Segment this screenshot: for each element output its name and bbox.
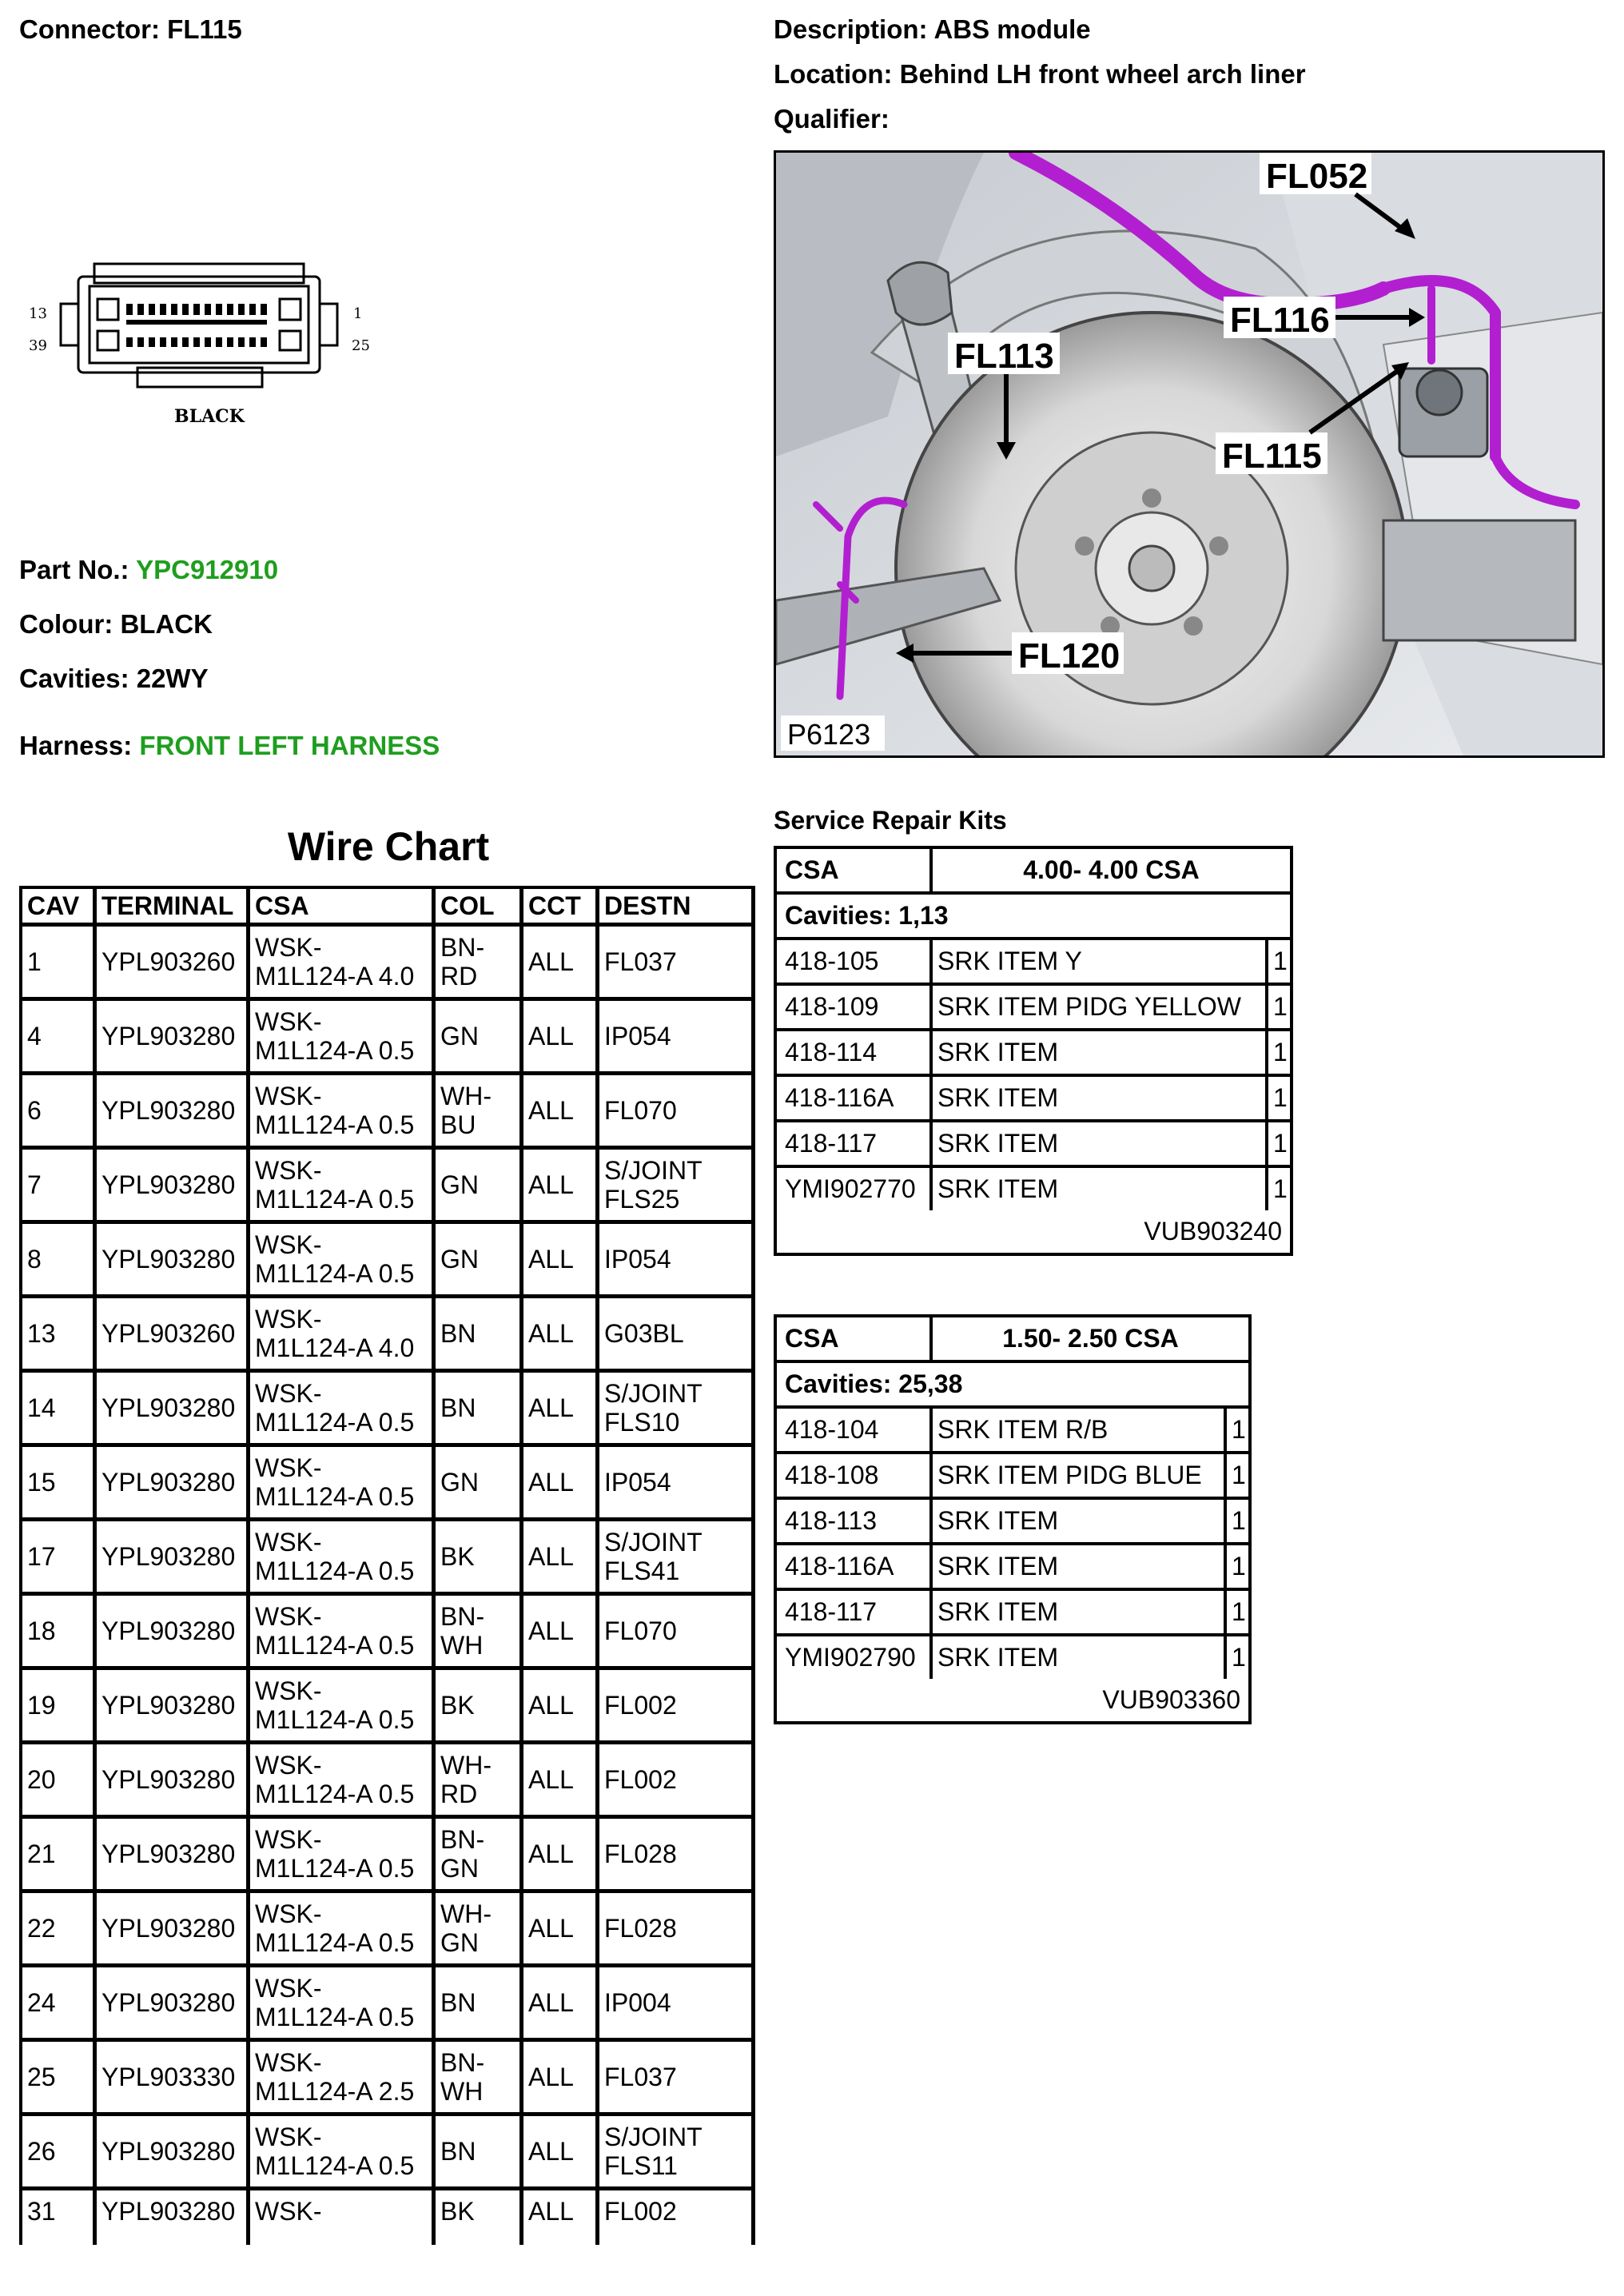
kit-item-part: 418-108	[777, 1454, 933, 1497]
cell-cav: 25	[22, 2042, 97, 2116]
kit-csa-label: CSA	[777, 1317, 933, 1360]
kit-item-part: 418-117	[777, 1122, 933, 1165]
kit-item-qty: 1	[1273, 1083, 1288, 1112]
cell-col: GN	[436, 1447, 523, 1521]
cell-destn: FL070	[599, 1596, 755, 1670]
cell-destn: FL070	[599, 1075, 755, 1150]
cell-cct: ALL	[523, 1447, 599, 1521]
cell-csa: WSK- M1L124-A 2.5	[250, 2042, 436, 2116]
cell-destn: FL002	[599, 1744, 755, 1819]
kit-item-row	[777, 1591, 1248, 1636]
part-number	[19, 555, 278, 585]
cell-cct: ALL	[523, 927, 599, 1001]
cell-col: BN- RD	[436, 927, 523, 1001]
cell-cct: ALL	[523, 1819, 599, 1893]
table-row	[22, 1150, 755, 1224]
header-terminal: TERMINAL	[97, 889, 250, 927]
wire-chart-title: Wire Chart	[287, 824, 490, 869]
cell-cav: 18	[22, 1596, 97, 1670]
cell-cct: ALL	[523, 1224, 599, 1298]
cell-cav: 22	[22, 1893, 97, 1967]
harness-value: FRONT LEFT HARNESS	[139, 731, 440, 760]
cell-col: GN	[436, 1224, 523, 1298]
kit-item-qty: 1	[1273, 992, 1288, 1021]
cell-terminal: YPL903280	[97, 1819, 250, 1893]
kit-item-qty: 1	[1232, 1552, 1246, 1580]
kit-csa-label: CSA	[777, 849, 933, 891]
kit-item-description: SRK ITEM R/B	[933, 1409, 1227, 1451]
kit-item-part: 418-116A	[777, 1545, 933, 1588]
callout-fl120: FL120	[1018, 636, 1120, 676]
cell-destn: FL002	[599, 1670, 755, 1744]
cell-terminal: YPL903280	[97, 1967, 250, 2042]
cell-destn: FL037	[599, 2042, 755, 2116]
kit-item-row	[777, 1031, 1290, 1077]
cell-destn: FL037	[599, 927, 755, 1001]
cell-csa: WSK- M1L124-A 0.5	[250, 1670, 436, 1744]
cell-csa: WSK- M1L124-A 0.5	[250, 1224, 436, 1298]
cell-csa: WSK- M1L124-A 0.5	[250, 1893, 436, 1967]
connector-colour-caption: BLACK	[174, 406, 245, 427]
cell-cav: 8	[22, 1224, 97, 1298]
cell-col: WH- BU	[436, 1075, 523, 1150]
cell-terminal: YPL903280	[97, 1596, 250, 1670]
cell-cav: 6	[22, 1075, 97, 1150]
kit-footer-row	[777, 1679, 1248, 1721]
repair-kit-1	[774, 846, 1293, 1256]
table-row	[22, 1224, 755, 1298]
pin-13-label: 13	[29, 305, 47, 322]
cell-destn: FL028	[599, 1893, 755, 1967]
cell-destn: IP054	[599, 1001, 755, 1075]
table-row	[22, 1596, 755, 1670]
cell-col: BN- WH	[436, 2042, 523, 2116]
cell-cav: 21	[22, 1819, 97, 1893]
cell-col: WH- GN	[436, 1893, 523, 1967]
kit-item-description: SRK ITEM	[933, 1031, 1268, 1074]
cell-cct: ALL	[523, 1521, 599, 1596]
cell-cav: 1	[22, 927, 97, 1001]
header-cav: CAV	[22, 889, 97, 927]
cell-csa: WSK- M1L124-A 0.5	[250, 1744, 436, 1819]
callout-fl113: FL113	[954, 337, 1054, 376]
harness	[19, 731, 440, 761]
kit-item-qty: 1	[1273, 1038, 1288, 1066]
cell-csa: WSK- M1L124-A 0.5	[250, 1521, 436, 1596]
header-cct: CCT	[523, 889, 599, 927]
kit-cavities: Cavities: 25,38	[785, 1369, 963, 1398]
kit-item-qty: 1	[1232, 1461, 1246, 1489]
cell-csa: WSK- M1L124-A 4.0	[250, 927, 436, 1001]
pin-39-label: 39	[29, 337, 47, 354]
cell-destn: S/JOINT FLS25	[599, 1150, 755, 1224]
kit-header-row	[777, 849, 1290, 895]
kit-item-description: SRK ITEM	[933, 1591, 1227, 1633]
kit-cavities-row	[777, 895, 1290, 940]
kit-item-description: SRK ITEM	[933, 1500, 1227, 1542]
cell-destn: S/JOINT FLS10	[599, 1373, 755, 1447]
cell-destn: FL002	[599, 2190, 755, 2245]
cell-col: GN	[436, 1150, 523, 1224]
kit-csa-value: 1.50- 2.50 CSA	[1002, 1324, 1179, 1353]
callout-fl052: FL052	[1266, 157, 1368, 196]
cell-terminal: YPL903280	[97, 2116, 250, 2190]
cell-cct: ALL	[523, 1075, 599, 1150]
cell-terminal: YPL903280	[97, 1224, 250, 1298]
table-row	[22, 2190, 755, 2245]
colour-label: Colour: BLACK	[19, 609, 213, 639]
kit-item-row	[777, 1409, 1248, 1454]
table-row	[22, 1521, 755, 1596]
cell-terminal: YPL903330	[97, 2042, 250, 2116]
cell-col: BK	[436, 1670, 523, 1744]
cell-cct: ALL	[523, 2042, 599, 2116]
kit-item-row	[777, 1454, 1248, 1500]
cell-cct: ALL	[523, 1893, 599, 1967]
kit-item-part: 418-114	[777, 1031, 933, 1074]
table-row	[22, 1744, 755, 1819]
kit-item-qty: 1	[1273, 947, 1288, 975]
kit-header-row	[777, 1317, 1248, 1363]
picture-ref: P6123	[787, 718, 871, 751]
cell-csa: WSK- M1L124-A 0.5	[250, 1596, 436, 1670]
kit-item-description: SRK ITEM	[933, 1168, 1268, 1210]
kit-item-part: 418-104	[777, 1409, 933, 1451]
cell-col: BN	[436, 2116, 523, 2190]
kit-part-number: VUB903240	[1144, 1217, 1282, 1246]
part-number-value: YPC912910	[136, 555, 279, 584]
kit-item-description: SRK ITEM	[933, 1545, 1227, 1588]
cell-col: BN	[436, 1967, 523, 2042]
kit-footer-row	[777, 1210, 1290, 1253]
cell-csa: WSK- M1L124-A 0.5	[250, 1373, 436, 1447]
cell-col: GN	[436, 1001, 523, 1075]
cell-terminal: YPL903280	[97, 1150, 250, 1224]
kit-item-part: YMI902770	[777, 1168, 933, 1210]
cell-destn: IP054	[599, 1224, 755, 1298]
cell-cct: ALL	[523, 1744, 599, 1819]
cell-cct: ALL	[523, 1001, 599, 1075]
kit-item-qty: 1	[1273, 1174, 1288, 1203]
cell-csa: WSK- M1L124-A 0.5	[250, 1447, 436, 1521]
kit-item-part: 418-113	[777, 1500, 933, 1542]
kit-item-qty: 1	[1232, 1415, 1246, 1444]
table-row	[22, 1819, 755, 1893]
cell-csa: WSK- M1L124-A 0.5	[250, 1967, 436, 2042]
cell-terminal: YPL903280	[97, 2190, 250, 2245]
cell-cct: ALL	[523, 1298, 599, 1373]
cavities-label: Cavities: 22WY	[19, 664, 209, 693]
cell-col: WH- RD	[436, 1744, 523, 1819]
description-label: Description: ABS module	[774, 14, 1091, 44]
cell-terminal: YPL903280	[97, 1744, 250, 1819]
cell-col: BN- WH	[436, 1596, 523, 1670]
callout-fl116: FL116	[1230, 301, 1330, 340]
kit-item-description: SRK ITEM	[933, 1122, 1268, 1165]
qualifier-label: Qualifier:	[774, 104, 890, 134]
cell-destn: IP004	[599, 1967, 755, 2042]
table-row	[22, 1298, 755, 1373]
cell-col: BN	[436, 1298, 523, 1373]
kit-item-qty: 1	[1232, 1643, 1246, 1672]
connector-label: Connector: FL115	[19, 14, 242, 44]
cell-terminal: YPL903260	[97, 927, 250, 1001]
table-row	[22, 1001, 755, 1075]
cell-terminal: YPL903280	[97, 1447, 250, 1521]
kit-item-qty: 1	[1273, 1129, 1288, 1158]
table-row	[22, 1075, 755, 1150]
cell-cav: 15	[22, 1447, 97, 1521]
cell-terminal: YPL903280	[97, 1670, 250, 1744]
cell-col: BK	[436, 2190, 523, 2245]
kit-cavities-row	[777, 1363, 1248, 1409]
cell-cct: ALL	[523, 2190, 599, 2245]
kit-item-description: SRK ITEM PIDG YELLOW	[933, 986, 1268, 1028]
table-row	[22, 1373, 755, 1447]
kit-csa-value: 4.00- 4.00 CSA	[1023, 855, 1200, 884]
kit-item-description: SRK ITEM Y	[933, 940, 1268, 983]
kit-item-row	[777, 986, 1290, 1031]
cell-csa: WSK- M1L124-A 0.5	[250, 1150, 436, 1224]
repair-kit-2	[774, 1314, 1252, 1724]
cell-destn: G03BL	[599, 1298, 755, 1373]
cell-cav: 13	[22, 1298, 97, 1373]
header-destn: DESTN	[599, 889, 755, 927]
cell-terminal: YPL903280	[97, 1075, 250, 1150]
kit-item-part: 418-116A	[777, 1077, 933, 1119]
cell-destn: S/JOINT FLS41	[599, 1521, 755, 1596]
cell-cct: ALL	[523, 1150, 599, 1224]
location-label: Location: Behind LH front wheel arch liner	[774, 59, 1306, 89]
cell-terminal: YPL903260	[97, 1298, 250, 1373]
cell-cct: ALL	[523, 1373, 599, 1447]
cell-terminal: YPL903280	[97, 1001, 250, 1075]
cell-col: BN	[436, 1373, 523, 1447]
cell-cav: 24	[22, 1967, 97, 2042]
cell-csa: WSK- M1L124-A 0.5	[250, 1075, 436, 1150]
harness-label: Harness:	[19, 731, 133, 760]
cell-cav: 17	[22, 1521, 97, 1596]
service-repair-kits-heading: Service Repair Kits	[774, 806, 1007, 835]
kit-item-description: SRK ITEM	[933, 1636, 1227, 1679]
kit-item-part: YMI902790	[777, 1636, 933, 1679]
wire-chart-header	[22, 889, 755, 927]
table-row	[22, 927, 755, 1001]
cell-cav: 14	[22, 1373, 97, 1447]
table-row	[22, 1893, 755, 1967]
kit-item-description: SRK ITEM	[933, 1077, 1268, 1119]
connector-diagram	[24, 248, 392, 432]
kit-item-row	[777, 1636, 1248, 1679]
kit-item-qty: 1	[1232, 1506, 1246, 1535]
table-row	[22, 1967, 755, 2042]
kit-item-part: 418-117	[777, 1591, 933, 1633]
cell-destn: IP054	[599, 1447, 755, 1521]
cell-terminal: YPL903280	[97, 1373, 250, 1447]
kit-item-row	[777, 1077, 1290, 1122]
kit-item-row	[777, 940, 1290, 986]
callout-fl115: FL115	[1222, 436, 1322, 476]
header-col: COL	[436, 889, 523, 927]
kit-item-row	[777, 1122, 1290, 1168]
cell-cct: ALL	[523, 1670, 599, 1744]
cell-csa: WSK-	[250, 2190, 436, 2245]
kit-part-number: VUB903360	[1102, 1685, 1240, 1714]
pin-1-label: 1	[353, 305, 363, 322]
kit-item-part: 418-105	[777, 940, 933, 983]
table-row	[22, 2116, 755, 2190]
kit-item-row	[777, 1500, 1248, 1545]
cell-cav: 4	[22, 1001, 97, 1075]
cell-cct: ALL	[523, 2116, 599, 2190]
kit-item-qty: 1	[1232, 1597, 1246, 1626]
cell-csa: WSK- M1L124-A 0.5	[250, 1001, 436, 1075]
cell-cav: 31	[22, 2190, 97, 2245]
cell-cav: 19	[22, 1670, 97, 1744]
wire-chart-table	[19, 886, 755, 2245]
pin-25-label: 25	[352, 337, 370, 354]
part-number-label: Part No.:	[19, 555, 129, 584]
cell-destn: S/JOINT FLS11	[599, 2116, 755, 2190]
table-row	[22, 1670, 755, 1744]
cell-cav: 7	[22, 1150, 97, 1224]
kit-item-description: SRK ITEM PIDG BLUE	[933, 1454, 1227, 1497]
table-row	[22, 2042, 755, 2116]
cell-col: BK	[436, 1521, 523, 1596]
kit-item-row	[777, 1545, 1248, 1591]
kit-item-part: 418-109	[777, 986, 933, 1028]
cell-cct: ALL	[523, 1967, 599, 2042]
kit-item-row	[777, 1168, 1290, 1210]
cell-csa: WSK- M1L124-A 4.0	[250, 1298, 436, 1373]
header-csa: CSA	[250, 889, 436, 927]
cell-terminal: YPL903280	[97, 1521, 250, 1596]
cell-cct: ALL	[523, 1596, 599, 1670]
cell-csa: WSK- M1L124-A 0.5	[250, 2116, 436, 2190]
location-illustration	[774, 150, 1605, 758]
cell-csa: WSK- M1L124-A 0.5	[250, 1819, 436, 1893]
kit-cavities: Cavities: 1,13	[785, 901, 949, 930]
cell-col: BN- GN	[436, 1819, 523, 1893]
table-row	[22, 1447, 755, 1521]
cell-cav: 26	[22, 2116, 97, 2190]
cell-destn: FL028	[599, 1819, 755, 1893]
cell-terminal: YPL903280	[97, 1893, 250, 1967]
cell-cav: 20	[22, 1744, 97, 1819]
